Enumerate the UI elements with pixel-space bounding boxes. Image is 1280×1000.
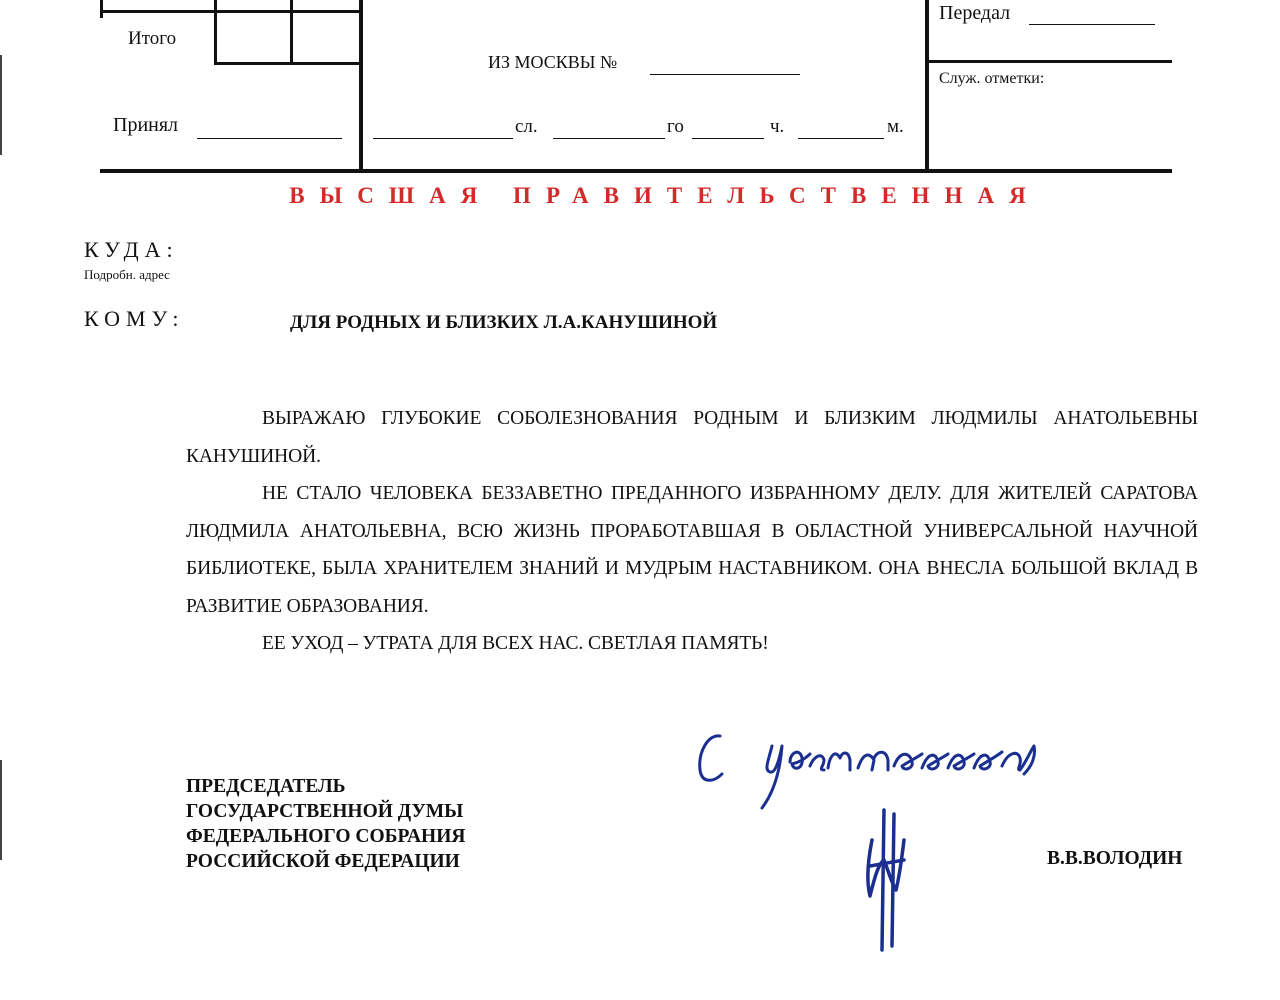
signatory-title-line: ПРЕДСЕДАТЕЛЬ (186, 776, 346, 797)
body-paragraph-3: ЕЕ УХОД – УТРАТА ДЛЯ ВСЕХ НАС. СВЕТЛАЯ ПАМЯТЬ! (262, 633, 769, 654)
komu-value: ДЛЯ РОДНЫХ И БЛИЗКИХ Л.А.КАНУШИНОЙ (290, 312, 718, 333)
signatory-title-line: ГОСУДАРСТВЕННОЙ ДУМЫ (186, 801, 464, 822)
message-body (186, 400, 1198, 663)
peredal-blank (1029, 24, 1155, 25)
body-paragraph-2: НЕ СТАЛО ЧЕЛОВЕКА БЕЗЗАВЕТНО ПРЕДАННОГО ИЗБРАННОМУ ДЕЛУ. ДЛЯ ЖИТЕЛЕЙ САРАТОВА ЛЮДМИЛА АНАТОЛЬЕВНА, ВСЮ ЖИЗНЬ ПРОРАБОТАВШАЯ В ОБЛАСТНОЙ УНИВЕРСАЛЬНОЙ НАУЧНОЙ БИБЛИОТЕКЕ, БЫЛА ХРАНИТЕЛЕМ ЗНАНИЙ И МУДРЫМ НАСТАВНИКОМ. ОНА ВНЕСЛА БОЛЬШОЙ ВКЛАД В РАЗВИТИЕ ОБРАЗОВАНИЯ. (186, 483, 1198, 617)
signatory-title (186, 774, 465, 874)
iz-moskvy-label: ИЗ МОСКВЫ № (488, 52, 618, 72)
kuda-sub-label: Подробн. адрес (84, 267, 170, 282)
signatory-title-line: ФЕДЕРАЛЬНОГО СОБРАНИЯ (186, 826, 466, 847)
peredal-field (939, 2, 1010, 25)
sluzh-otmetki-label: Служ. отметки: (939, 70, 1045, 87)
prinyal-blank (197, 138, 342, 139)
signatory-title-line: РОССИЙСКОЙ ФЕДЕРАЦИИ (186, 851, 460, 872)
priority-banner: ВЫСШАЯ ПРАВИТЕЛЬСТВЕННАЯ (289, 183, 1041, 208)
iz-moskvy-field (488, 52, 617, 73)
prinyal-label: Принял (113, 114, 179, 136)
go-label: го (667, 116, 684, 137)
signatory-name: В.В.ВОЛОДИН (1047, 848, 1183, 869)
scan-edge-mark (0, 55, 2, 155)
kuda-label: КУДА: (84, 237, 179, 262)
iz-moskvy-blank (650, 74, 800, 75)
sl-label: сл. (515, 116, 538, 137)
komu-label: КОМУ: (84, 306, 185, 331)
body-paragraph-1: ВЫРАЖАЮ ГЛУБОКИЕ СОБОЛЕЗНОВАНИЯ РОДНЫМ И БЛИЗКИМ ЛЮДМИЛЫ АНАТОЛЬЕВНЫ КАНУШИНОЙ. (186, 408, 1198, 467)
peredal-label: Передал (939, 2, 1011, 24)
m-label: м. (887, 116, 904, 137)
prinyal-field (113, 114, 343, 137)
scan-edge-mark (0, 760, 2, 860)
itogo-label: Итого (128, 28, 177, 49)
signature-mark (858, 800, 918, 960)
ch-label: ч. (770, 116, 785, 137)
